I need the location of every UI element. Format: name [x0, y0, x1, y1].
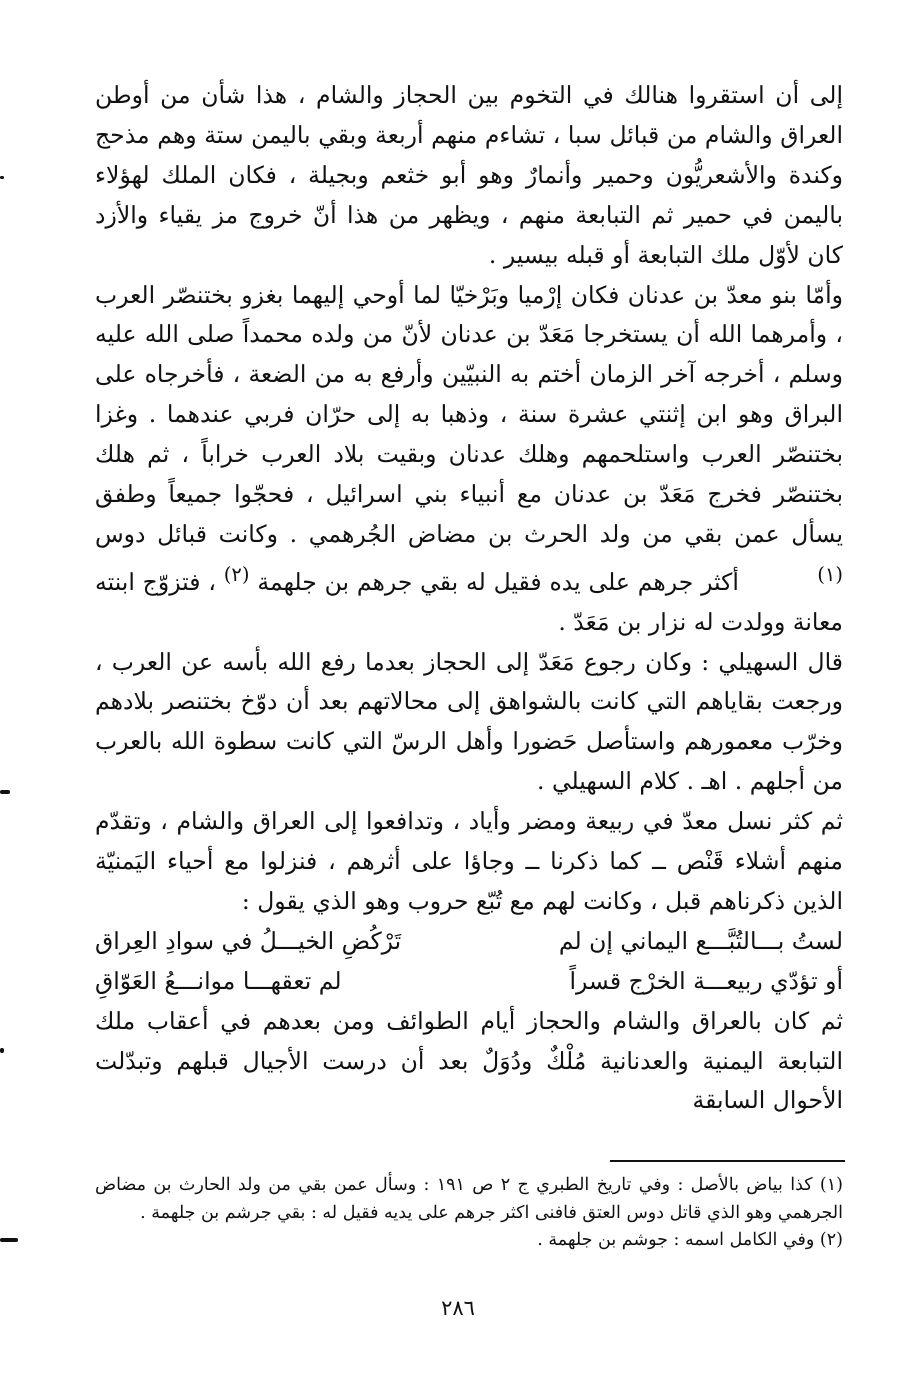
page-number: ٢٨٦ — [441, 1296, 475, 1320]
footnotes — [95, 1172, 843, 1255]
paragraph-2-part-2: أكثر جرهم على يده فقيل له بقي جرهم بن جلهمة — [257, 567, 739, 596]
paragraph-5: ثم كان بالعراق والشام والحجاز أيام الطوائف ومن بعدهم في أعقاب ملك التبابعة اليمنية والعدنانية مُلْكٌ ودُوَلٌ بعد أن درست الأجيال قبلهم وتبدّلت الأحوال السابقة — [95, 1006, 843, 1115]
verse-line-1 — [95, 922, 843, 962]
footnote-separator — [610, 1160, 845, 1162]
footnote-ref-2: (٢) — [223, 562, 250, 586]
footnote-1: (١) كذا بياض بالأصل : وفي تاريخ الطبري ج ٢ ص ١٩١ : وسأل عمن بقي من ولد الحارث بن مضاض الجرهمي وهو الذي قاتل دوس العتق فافنى اكثر جرهم على يديه فقيل له : بقي جرشم بن جلهمة . — [95, 1175, 843, 1223]
verse-line-2 — [95, 962, 843, 1002]
main-text — [95, 76, 843, 1121]
verse-1-first-hemistich: لستُ بـــالتُبَّـــع اليماني إن لم — [558, 926, 843, 955]
margin-speck — [0, 1238, 18, 1242]
paragraph-3: قال السهيلي : وكان رجوع مَعَدّ إلى الحجاز بعدما رفع الله بأسه عن العرب ، ورجعت بقاياهم التي كانت بالشواهق إلى محالاتهم بعد أن دوّخ بختنصر بلادهم وخرّب معمورهم واستأصل حَضورا وأهل الرسّ التي كانت سطوة الله بالعرب من أجلهم . اهـ . كلام السهيلي . — [95, 647, 843, 796]
paragraph-2-part-1: وأمّا بنو معدّ بن عدنان فكان إرْميا وبَرْخيّا لما أوحي إليهما بغزو بختنصّر العرب ، وأمرهما الله أن يستخرجا مَعَدّ بن عدنان لأنّ من ولده محمداً صلى الله عليه وسلم ، أخرجه آخر الزمان أختم به النبيّين وأرفع به من الضعة ، فأخرجاه على البراق وهو ابن إثنتي عشرة سنة ، وذهبا به إلى حرّان فربي عندهما . وغزا بختنصّر العرب واستلحمهم وهلك عدنان وبقيت بلاد العرب خراباً ، ثم هلك بختنصّر فخرج مَعَدّ بن عدنان مع أنبياء بني اسرائيل ، فحجّوا جميعاً وطفق يسأل عمن بقي من ولد الحرث بن مضاض الجُرهمي . وكانت قبائل دوس — [95, 280, 843, 548]
verse-1-second-hemistich: تَرْكُضِ الخيـــلُ في سوادِ العِراق — [95, 926, 402, 955]
paragraph-2 — [95, 276, 843, 643]
verse-2-first-hemistich: أو تؤدّي ربيعـــة الخرْج قسراً — [569, 966, 843, 995]
verse-2-second-hemistich: لم تعقهـــا موانـــعُ العَوّاقِ — [95, 966, 342, 995]
margin-speck — [0, 790, 10, 794]
paragraph-2-part-3: ، فتزوّج ابنته معانة وولدت له نزار بن مَعَدّ . — [95, 567, 843, 636]
margin-speck — [0, 176, 4, 179]
footnote-ref-1: (١) — [817, 562, 843, 586]
paragraph-4: ثم كثر نسل معدّ في ربيعة ومضر وأياد ، وتدافعوا إلى العراق والشام ، وتقدّم منهم أشلاء قَنْص ــ كما ذكرنا ــ وجاؤا على أثرهم ، فنزلوا مع أحياء اليَمنيّة الذين ذكرناهم قبل ، وكانت لهم مع تُبّع حروب وهو الذي يقول : — [95, 807, 843, 915]
footnote-2: (٢) وفي الكامل اسمه : جوشم بن جلهمة . — [537, 1230, 843, 1250]
paragraph-1: إلى أن استقروا هنالك في التخوم بين الحجاز والشام ، هذا شأن من أوطن العراق والشام من قبائل سبا ، تشاءم منهم أربعة وبقي باليمن ستة وهم مذحج وكندة والأشعريُّون وحمير وأنمارٌ وهو أبو خثعم وبجيلة ، فكان الملك لهؤلاء باليمن في حمير ثم التبابعة منهم ، ويظهر من هذا أنّ خروج مز يقياء والأزد كان لأوّل ملك التبابعة أو قبله بيسير . — [95, 81, 843, 269]
margin-speck — [0, 1048, 4, 1053]
